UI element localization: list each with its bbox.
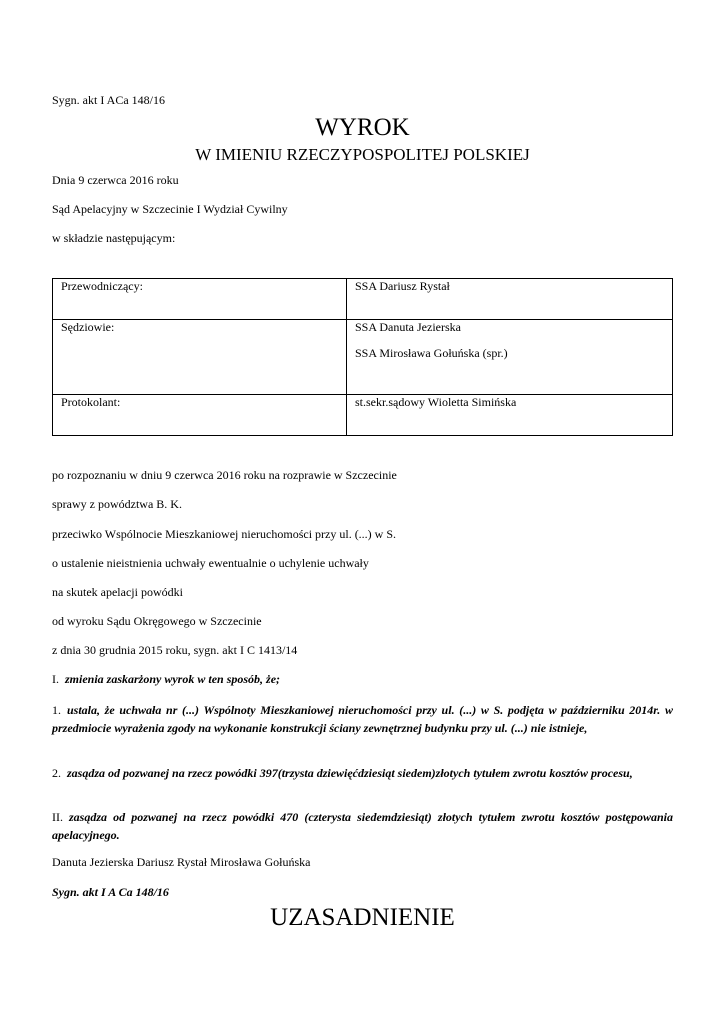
chair-label: Przewodniczący: bbox=[53, 279, 347, 320]
point-text: zmienia zaskarżony wyrok w ten sposób, że; bbox=[65, 672, 281, 686]
document-subtitle: W IMIENIU RZECZYPOSPOLITEJ POLSKIEJ bbox=[195, 145, 530, 164]
signatures: Danuta Jezierska Dariusz Rystał Mirosława Gołuńska bbox=[52, 855, 311, 869]
point-text: zasądza od pozwanej na rzecz powódki 397(trzysta dziewięćdziesiąt siedem)złotych tytułem zwrotu kosztów procesu, bbox=[67, 766, 633, 780]
judges-label: Sędziowie: bbox=[53, 320, 347, 395]
table-row bbox=[53, 320, 673, 395]
ruling-point-1 bbox=[52, 701, 673, 737]
justification-heading: UZASADNIENIE bbox=[270, 904, 455, 931]
composition-intro: w składzie następującym: bbox=[52, 231, 176, 245]
case-line: na skutek apelacji powódki bbox=[52, 585, 183, 599]
case-signature-footer: Sygn. akt I A Ca 148/16 bbox=[52, 885, 169, 899]
point-number: I. bbox=[52, 672, 59, 686]
point-number: II. bbox=[52, 810, 63, 824]
court-name: Sąd Apelacyjny w Szczecinie I Wydział Cywilny bbox=[52, 202, 288, 216]
case-line: sprawy z powództwa B. K. bbox=[52, 497, 182, 511]
case-line: po rozpoznaniu w dniu 9 czerwca 2016 roku na rozprawie w Szczecinie bbox=[52, 468, 397, 482]
clerk-name: st.sekr.sądowy Wioletta Simińska bbox=[347, 395, 673, 436]
chair-name: SSA Dariusz Rystał bbox=[347, 279, 673, 320]
clerk-label: Protokolant: bbox=[53, 395, 347, 436]
case-line: o ustalenie nieistnienia uchwały ewentualnie o uchylenie uchwały bbox=[52, 556, 369, 570]
table-row bbox=[53, 279, 673, 320]
judges-cell bbox=[347, 320, 673, 395]
point-text: ustala, że uchwała nr (...) Wspólnoty Mieszkaniowej nieruchomości przy ul. (...) w S. podjęta w październiku 2014r. w przedmiocie wyrażenia zgody na wykonanie konstrukcji ściany zewnętrznej budynku przy ul. (...) nie istnieje, bbox=[52, 703, 673, 735]
point-number: 2. bbox=[52, 766, 61, 780]
case-signature: Sygn. akt I ACa 148/16 bbox=[52, 93, 165, 107]
ruling-point-ii bbox=[52, 808, 673, 844]
ruling-date: Dnia 9 czerwca 2016 roku bbox=[52, 173, 179, 187]
ruling-point-i bbox=[52, 670, 673, 688]
case-line: od wyroku Sądu Okręgowego w Szczecinie bbox=[52, 614, 262, 628]
table-row bbox=[53, 395, 673, 436]
document-title: WYROK bbox=[315, 114, 410, 141]
judge-name: SSA Danuta Jezierska bbox=[355, 320, 461, 334]
point-number: 1. bbox=[52, 703, 61, 717]
point-text: zasądza od pozwanej na rzecz powódki 470 (czterysta siedemdziesiąt) złotych tytułem zwrotu kosztów postępowania apelacyjnego. bbox=[52, 810, 673, 842]
case-line: przeciwko Wspólnocie Mieszkaniowej nieruchomości przy ul. (...) w S. bbox=[52, 527, 397, 541]
ruling-point-2 bbox=[52, 764, 673, 782]
court-panel-table bbox=[52, 278, 673, 436]
case-line: z dnia 30 grudnia 2015 roku, sygn. akt I C 1413/14 bbox=[52, 643, 298, 657]
judge-name: SSA Mirosława Gołuńska (spr.) bbox=[355, 346, 508, 360]
